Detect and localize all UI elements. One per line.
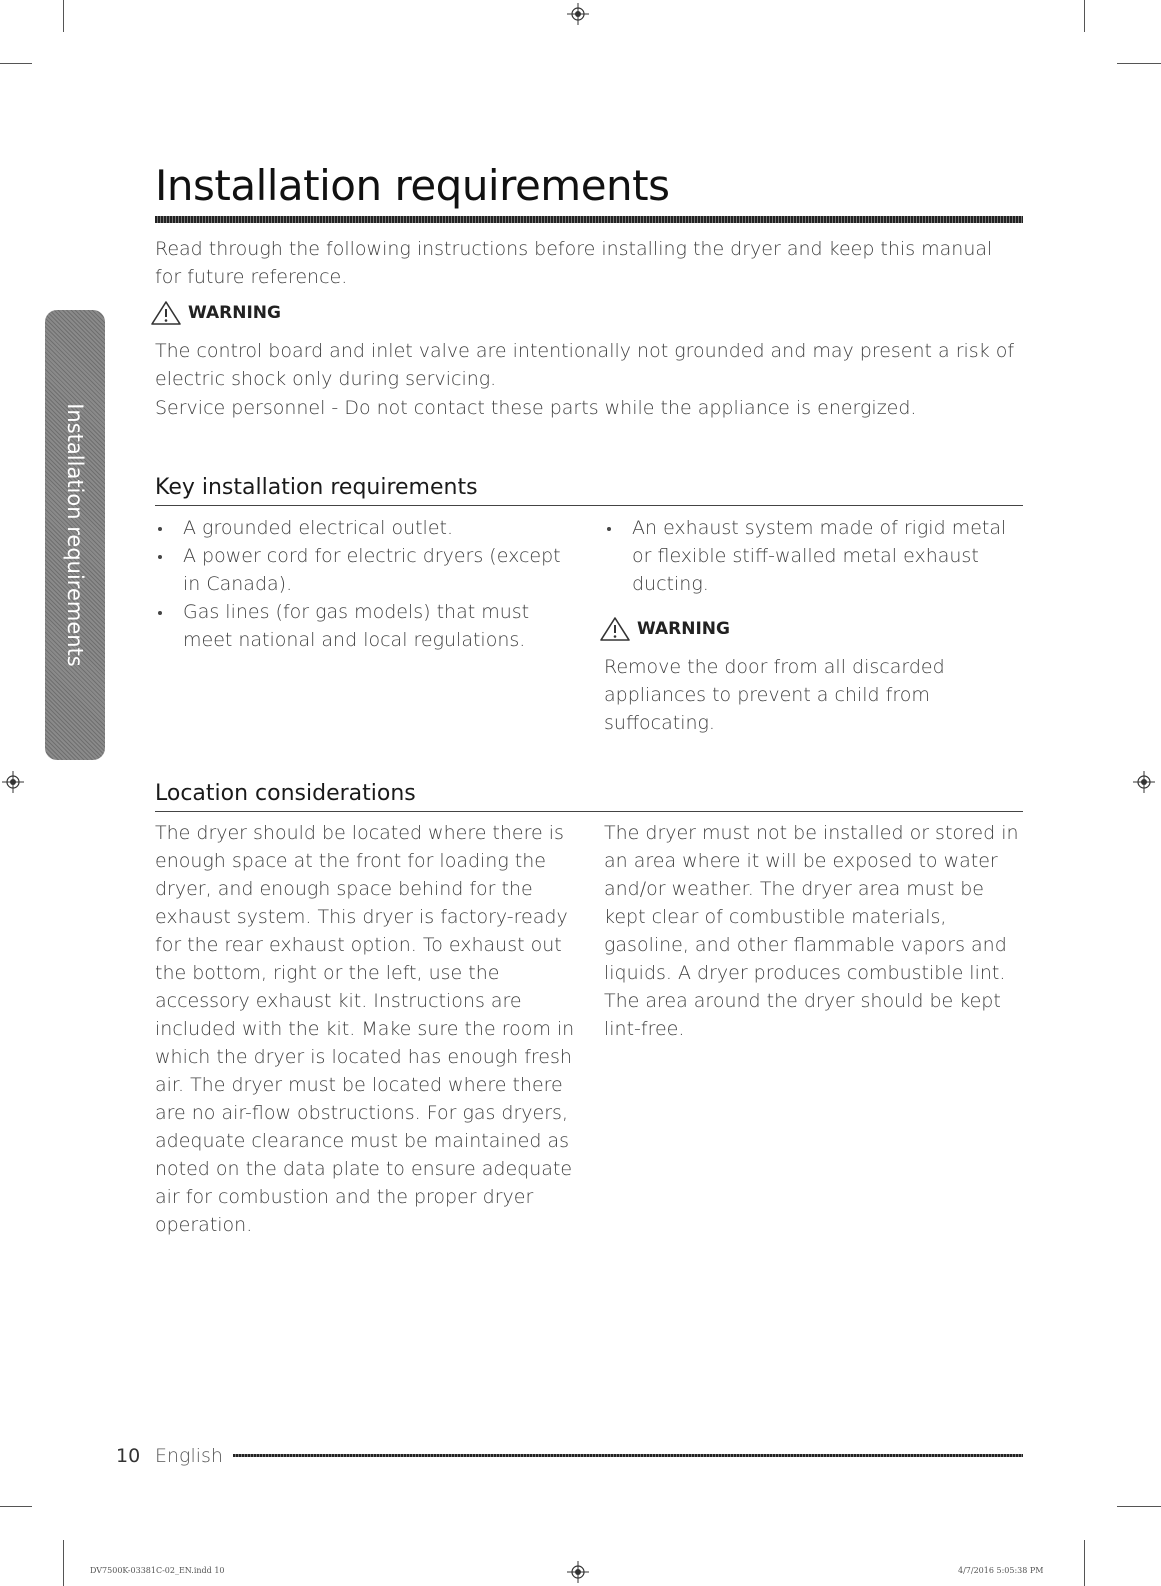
registration-mark-icon (1133, 771, 1155, 793)
section-rule (155, 505, 1023, 506)
warning-label (599, 615, 730, 643)
key-requirements-list-right (604, 514, 1024, 598)
registration-mark-icon (567, 1561, 589, 1583)
list-item: A power cord for electric dryers (except in Canada). (155, 542, 575, 598)
crop-mark (63, 0, 64, 32)
key-requirements-list-left (155, 514, 575, 654)
warning-text: Service personnel - Do not contact these parts while the appliance is energized. (155, 397, 917, 419)
registration-mark-icon (2, 771, 24, 793)
registration-mark-icon (567, 3, 589, 25)
crop-mark (0, 1506, 32, 1507)
warning-triangle-icon (150, 300, 182, 326)
crop-mark (63, 1540, 64, 1586)
crop-mark (1084, 0, 1085, 32)
page-number: 10 (116, 1445, 141, 1467)
crop-mark (1117, 63, 1161, 64)
page-title: Installation requirements (155, 161, 670, 210)
slug-timestamp: 4/7/2016 5:05:38 PM (958, 1566, 1044, 1575)
location-text-right: The dryer must not be installed or stored in an area where it will be exposed to water and/or weather. The dryer area must be kept clear of combustible materials, gasoline, and other flammable vapors and liquids. A dryer produces combustible lint. The area around the dryer should be kept lint-free. (604, 822, 1019, 1040)
list-item: A grounded electrical outlet. (155, 514, 575, 542)
warning-label (150, 299, 281, 327)
warning-label-text: WARNING (637, 619, 730, 639)
location-text-left: The dryer should be located where there is enough space at the front for loading the dryer, and enough space behind for the exhaust system. This dryer is factory-ready for the rear exhaust option. To exhaust out the bottom, right or the left, use the accessory exhaust kit. Instructions are included with the kit. Make sure the room in which the dryer is located has enough fresh air. The dryer must be located where there are no air-flow obstructions. For gas dryers, adequate clearance must be maintained as noted on the data plate to ensure adequate air for combustion and the proper dryer operation. (155, 822, 575, 1236)
footer-language: English (155, 1445, 223, 1467)
side-tab-label: Installation requirements (63, 403, 87, 667)
warning-label-text: WARNING (188, 303, 281, 323)
crop-mark (1117, 1506, 1161, 1507)
warning-triangle-icon (599, 616, 631, 642)
title-rule (155, 216, 1023, 223)
list-item: Gas lines (for gas models) that must meet national and local regulations. (155, 598, 575, 654)
section-rule (155, 811, 1023, 812)
crop-mark (1084, 1540, 1085, 1586)
intro-text: Read through the following instructions before installing the dryer and keep this manual for future reference. (155, 238, 993, 288)
warning-text: Remove the door from all discarded appliances to prevent a child from suffocating. (604, 656, 945, 734)
list-item: An exhaust system made of rigid metal or flexible stiff-walled metal exhaust ducting. (604, 514, 1024, 598)
warning-text: The control board and inlet valve are intentionally not grounded and may present a risk of electric shock only during servicing. (155, 340, 1015, 390)
footer-rule (233, 1454, 1023, 1457)
slug-filename: DV7500K-03381C-02_EN.indd 10 (90, 1566, 225, 1575)
crop-mark (0, 63, 32, 64)
section-heading-key-requirements: Key installation requirements (155, 475, 478, 500)
section-heading-location: Location considerations (155, 781, 416, 806)
side-tab (45, 310, 105, 760)
